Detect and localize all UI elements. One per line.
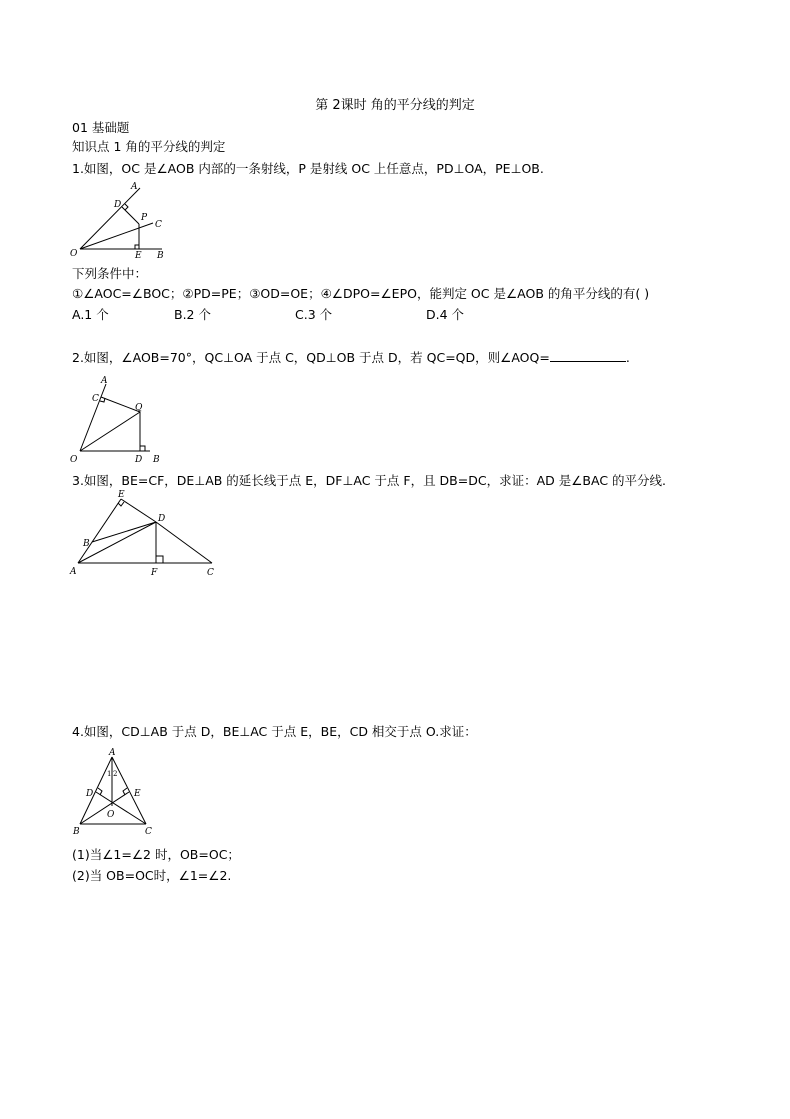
q1-label-c: C [155,220,162,230]
q2-line [72,349,630,366]
q3-label-e: E [118,490,125,500]
q1-right-angle-d [125,204,128,210]
q2-right-angle-d [140,446,145,451]
q3-line-ae [78,499,121,563]
q1-conditions-label: 下列条件中： [72,266,148,281]
q2-end: . [625,350,630,365]
q4-segment-ac [112,757,146,824]
q1-label-a: A [131,182,138,192]
q3-label-f: F [151,568,158,578]
q4-label-d: D [86,789,94,799]
q2-label-c: C [92,394,99,404]
q3-segment-ed [121,499,156,522]
q2-label-d: D [135,455,143,465]
section-heading: 01 基础题 [72,120,130,135]
q3-segment-dc [156,522,212,563]
q2-ray-oq [80,412,140,451]
q3-label-a: A [70,567,77,577]
q4-part2: (2)当 OB=OC时，∠1=∠2. [72,868,232,883]
q4-stem: 4.如图，CD⊥AB 于点 D，BE⊥AC 于点 E，BE，CD 相交于点 O.求证： [72,724,477,739]
q1-ray-oa [80,188,140,249]
q1-figure [66,180,176,262]
q1-option-b: B.2 个 [174,307,211,322]
knowledge-point-heading: 知识点 1 角的平分线的判定 [72,139,226,154]
q2-stem: 2.如图，∠AOB=70°，QC⊥OA 于点 C，QD⊥OB 于点 D，若 QC=QD，则∠AOQ= [72,350,550,365]
q3-label-d: D [158,514,166,524]
q4-label-e: E [134,789,141,799]
q1-right-angle-e [135,245,139,249]
q4-label-a: A [109,748,116,758]
q1-label-e: E [135,251,142,261]
q2-figure [66,372,166,468]
q2-label-q: Q [135,403,143,413]
q1-label-d: D [114,200,122,210]
q4-label-angle-1: 1 [107,770,112,778]
q1-option-c: C.3 个 [295,307,333,322]
q2-label-o: O [70,455,78,465]
q4-label-angle-2: 2 [113,770,118,778]
q2-label-b: B [153,455,160,465]
q3-stem: 3.如图，BE=CF，DE⊥AB 的延长线于点 E，DF⊥AC 于点 F，且 DB=DC，求证：AD 是∠BAC 的平分线. [72,473,667,488]
q1-conditions: ①∠AOC=∠BOC；②PD=PE；③OD=OE；④∠DPO=∠EPO，能判定 OC 是∠AOB 的角平分线的有( ) [72,286,650,301]
q2-answer-blank [550,349,626,362]
q2-label-a: A [101,376,108,386]
q4-figure [66,744,166,838]
q1-label-b: B [157,251,164,261]
q4-label-o: O [107,810,115,820]
q3-label-b: B [83,539,90,549]
q1-label-o: O [70,249,78,259]
q1-stem: 1.如图，OC 是∠AOB 内部的一条射线，P 是射线 OC 上任意点，PD⊥OA，PE⊥OB. [72,161,544,176]
q3-label-c: C [207,568,214,578]
q1-segment-pd [122,207,139,224]
q3-figure [66,488,226,580]
q1-label-p: P [141,213,148,223]
q3-right-angle-f [156,556,163,563]
q3-segment-ad [78,522,156,563]
page-title: 第 2课时 角的平分线的判定 [315,98,475,113]
q1-option-d: D.4 个 [426,307,465,322]
q4-part1: (1)当∠1=∠2 时，OB=OC； [72,847,240,862]
q4-label-c: C [145,827,152,837]
q4-label-b: B [73,827,80,837]
q1-option-a: A.1 个 [72,307,109,322]
q1-ray-oc [80,223,153,249]
